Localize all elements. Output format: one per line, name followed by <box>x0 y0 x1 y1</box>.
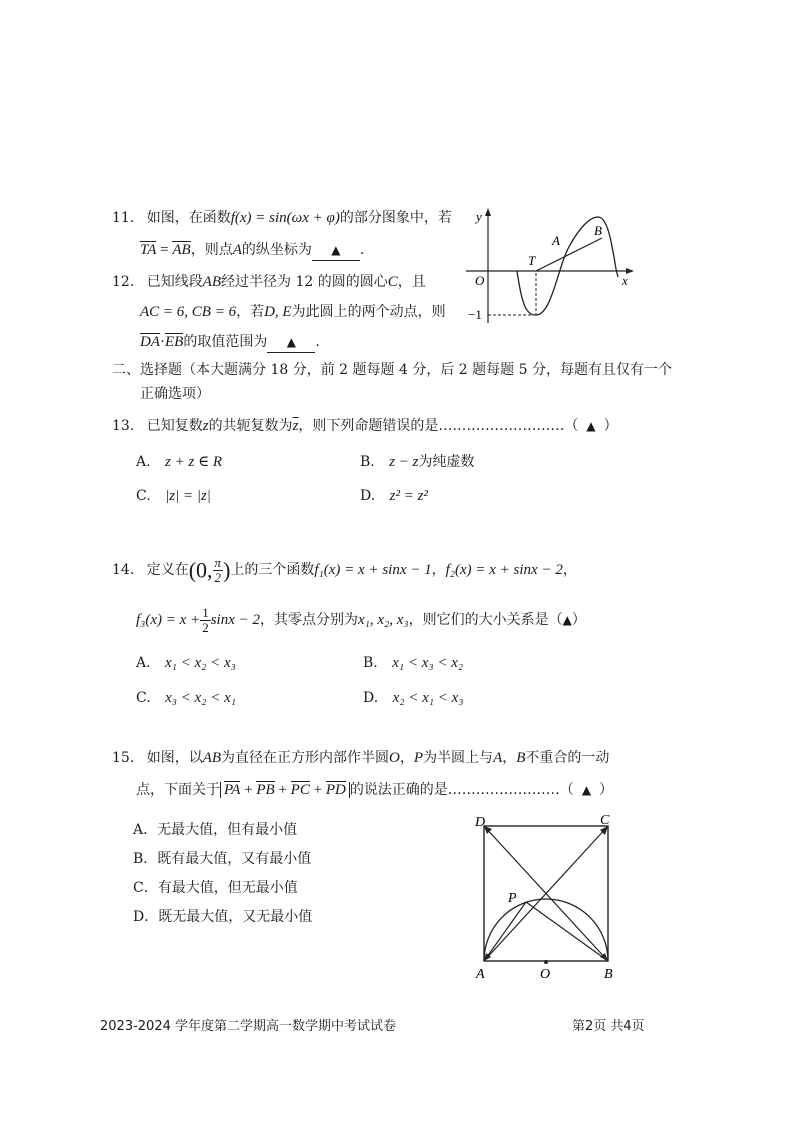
function-f3: f₃(x) = x + <box>136 612 201 628</box>
option-label: D. <box>360 488 376 504</box>
question-text: 的取值范围为 <box>183 334 268 350</box>
segment-tab <box>536 238 602 271</box>
denominator: 2 <box>202 619 209 635</box>
vector-eb: EB <box>165 334 184 350</box>
answer-blank <box>267 332 315 353</box>
variable-zbar: $\overline{z}$ <box>292 418 299 434</box>
question-text: 已知复数 <box>146 418 203 434</box>
q14-option-a[interactable] <box>136 653 236 673</box>
question-15-line2 <box>136 780 613 800</box>
x-label: x <box>622 273 628 288</box>
bracket: ） <box>571 612 586 628</box>
diameter-label: AB <box>202 750 222 766</box>
plus: + <box>240 782 257 798</box>
footer-page-number: 第2页 共4页 <box>572 1019 645 1034</box>
y-axis-arrow-icon <box>485 208 491 216</box>
sine-graph-figure <box>462 205 642 330</box>
q15-option-d[interactable]: D．既无最大值，又无最小值 <box>133 909 313 925</box>
option-text: x₁ < x₂ < x₃ <box>165 655 236 671</box>
comma: ， <box>431 562 446 578</box>
q13-option-a[interactable] <box>136 452 222 472</box>
length-expression: AC = 6, CB = 6 <box>140 304 237 320</box>
question-12-line3 <box>140 332 320 353</box>
line-pb <box>526 902 608 961</box>
neg-one-label: −1 <box>468 307 482 322</box>
question-text: ，则下列命题错误的是………………………（ <box>298 418 579 434</box>
label-c: C <box>600 813 610 828</box>
question-11-line1 <box>112 208 452 228</box>
option-text: z² = z² <box>389 488 428 504</box>
vector-ab: AB <box>172 242 191 258</box>
interval <box>188 555 231 586</box>
option-text: 为纯虚数 <box>418 454 475 470</box>
question-text: 如图，以 <box>146 750 203 766</box>
option-label: C. <box>136 488 151 504</box>
option-label: D. <box>363 690 379 706</box>
option-text: x₁ < x₃ < x₂ <box>392 655 464 671</box>
comma: ， <box>562 562 577 578</box>
q13-option-c[interactable] <box>136 486 211 506</box>
section-2-title-cont: 正确选项） <box>140 386 210 402</box>
plus: + <box>309 782 326 798</box>
question-text: 的共轭复数为 <box>208 418 293 434</box>
zeros: x₁, x₂, x₃ <box>357 612 409 628</box>
option-label: C. <box>136 690 151 706</box>
question-12-line2 <box>140 302 446 322</box>
y-label: y <box>476 209 482 224</box>
fraction-pi-over-2 <box>213 556 224 585</box>
question-text: 如图，在函数 <box>146 210 231 226</box>
denominator: 2 <box>214 570 222 586</box>
label-o: O <box>540 967 551 982</box>
question-text: 为半圆上与 <box>423 750 494 766</box>
vector-pc: PC <box>290 782 310 798</box>
question-text: 的说法正确的是……………………（ <box>349 782 574 798</box>
question-text: 为此圆上的两个动点，则 <box>291 304 446 320</box>
question-text: 为直径在正方形内部作半圆 <box>221 750 390 766</box>
dot-operator: · <box>160 334 165 350</box>
vector-ta: TA <box>140 242 157 258</box>
question-number: 13. <box>112 418 135 434</box>
equals-sign: = <box>156 242 173 258</box>
question-text: 定义在 <box>146 562 189 578</box>
question-text: 的部分图象中，若 <box>339 210 452 226</box>
segment-label: AB <box>202 274 222 290</box>
points-label: D, E <box>264 304 292 320</box>
point-a-label: A <box>552 233 560 248</box>
section-2-title: 二、选择题（本大题满分 18 分，前 2 题每题 4 分，后 2 题每题 5 分，每题有且仅有一个 <box>112 362 672 378</box>
question-number: 11. <box>112 210 135 226</box>
answer-mark-icon: ▲ <box>562 613 572 627</box>
question-text: 点，下面关于 <box>136 782 220 798</box>
question-number: 14. <box>112 562 135 578</box>
question-text: 的纵坐标为 <box>241 242 312 258</box>
question-text: ，其零点分别为 <box>259 612 358 628</box>
point-a-label: A <box>493 750 503 766</box>
function-f2: f₂(x) = x + sinx − 2 <box>445 562 563 578</box>
fraction-one-half <box>200 606 211 635</box>
plus: + <box>274 782 291 798</box>
function-f3-tail: sinx − 2 <box>210 612 260 628</box>
question-11-line2 <box>140 240 364 261</box>
point-b-label: B <box>594 223 602 238</box>
option-label: B. <box>360 454 375 470</box>
numerator: 1 <box>202 604 209 620</box>
answer-blank <box>312 240 360 261</box>
point-t-label: T <box>528 253 536 268</box>
answer-mark-icon: ▲ <box>586 419 596 433</box>
option-text: z + z ∈ R <box>165 454 223 470</box>
label-b: B <box>604 967 613 982</box>
option-text: z − z <box>389 454 419 470</box>
center-dot <box>544 960 548 964</box>
question-text: 上的三个函数 <box>230 562 315 578</box>
answer-mark-icon: ▲ <box>286 335 296 349</box>
question-14-line1 <box>112 552 577 589</box>
numerator: π <box>214 555 222 571</box>
semicircle-label: O <box>389 750 400 766</box>
option-label: B. <box>363 655 378 671</box>
center-label: C <box>387 274 398 290</box>
semicircle <box>484 899 608 961</box>
bracket: ） <box>599 782 614 798</box>
vector-pb: PB <box>256 782 275 798</box>
question-text: 经过半径为 12 的圆的圆心 <box>221 274 388 290</box>
option-label: A. <box>136 655 151 671</box>
question-15-line1 <box>112 748 609 768</box>
q15-option-c[interactable]: C．有最大值，但无最小值 <box>133 880 298 896</box>
q14-option-d[interactable] <box>363 688 464 708</box>
label-d: D <box>475 815 486 830</box>
interval-left: (0, <box>188 557 213 583</box>
vector-pa: PA <box>224 782 241 798</box>
answer-mark-icon: ▲ <box>581 783 592 797</box>
q15-option-b[interactable]: B．既有最大值，又有最小值 <box>133 851 312 867</box>
point-p-label: P <box>413 750 424 766</box>
variable-z: z <box>202 418 209 434</box>
option-label: A. <box>136 454 151 470</box>
function-expression: f(x) = sin(ωx + φ) <box>230 210 340 226</box>
answer-mark-icon: ▲ <box>331 243 341 257</box>
question-12-line1 <box>112 272 426 292</box>
question-text: ，则它们的大小关系是（ <box>408 612 563 628</box>
q14-option-c[interactable] <box>136 688 236 708</box>
option-text: x₂ < x₁ < x₃ <box>392 690 464 706</box>
question-14-line2 <box>136 602 586 638</box>
question-number: 15. <box>112 750 135 766</box>
question-13-stem <box>112 416 618 436</box>
comma: ， <box>399 750 414 766</box>
label-p: P <box>508 891 517 906</box>
question-number: 12. <box>112 274 135 290</box>
period: . <box>315 334 320 350</box>
option-text: |z| = |z| <box>165 488 211 504</box>
q13-option-d[interactable] <box>360 486 428 506</box>
point-label: A <box>232 242 242 258</box>
interval-right: ) <box>223 557 231 583</box>
bracket: ） <box>603 418 618 434</box>
vector-pd: PD <box>325 782 346 798</box>
vector-da: DA <box>140 334 160 350</box>
period: . <box>359 242 365 258</box>
origin-label: O <box>475 273 485 288</box>
footer-exam-title: 2023-2024 学年度第二学期高一数学期中考试试卷 <box>100 1019 396 1034</box>
point-b-label: B <box>516 750 526 766</box>
q13-option-b[interactable] <box>360 452 475 472</box>
vector-sum-magnitude <box>220 782 350 798</box>
q15-option-a[interactable]: A．无最大值，但有最小值 <box>133 822 298 838</box>
q14-option-b[interactable] <box>363 653 463 673</box>
question-text: ，则点 <box>190 242 233 258</box>
comma: ， <box>502 750 517 766</box>
line-pa <box>484 902 526 961</box>
option-text: x₃ < x₂ < x₁ <box>165 690 236 706</box>
function-f1: f₁(x) = x + sinx − 1 <box>314 562 432 578</box>
square-semicircle-figure <box>470 812 625 984</box>
question-text: 已知线段 <box>146 274 203 290</box>
label-a: A <box>476 967 485 982</box>
question-text: ，若 <box>236 304 265 320</box>
question-text: ，且 <box>397 274 426 290</box>
question-text: 不重合的一动 <box>525 750 610 766</box>
